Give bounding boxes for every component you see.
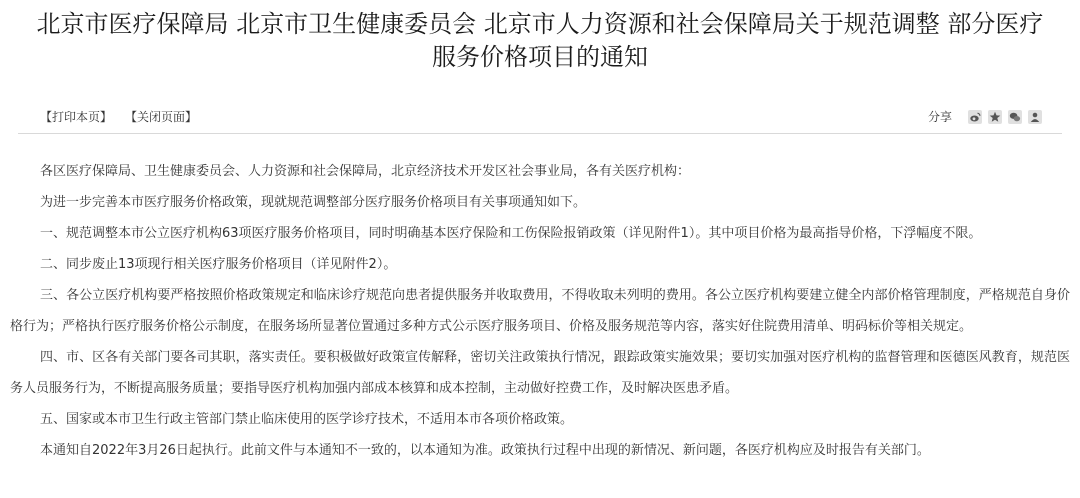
close-page-link[interactable]: 【关闭页面】 [125,110,198,124]
share-bar [928,107,1042,127]
qzone-icon[interactable] [988,110,1002,124]
body-paragraph-intro: 为进一步完善本市医疗服务价格政策，现就规范调整部分医疗服务价格项目有关事项通知如下。 [40,195,587,210]
body-paragraph-item-4: 四、市、区各有关部门要各司其职，落实责任。要积极做好政策宣传解释，密切关注政策执行情况，跟踪政策实施效果；要切实加强对医疗机构的监督管理和医德医风教育，规范医务人员服务行为，不断提高服务质量；要指导医疗机构加强内部成本核算和成本控制，主动做好控费工作，及时解决医患矛盾。 [10,350,1070,396]
article-toolbar [40,107,1042,127]
print-page-link[interactable]: 【打印本页】 [40,110,113,124]
weibo-icon[interactable] [968,110,982,124]
body-paragraph-effective-date: 本通知自2022年3月26日起执行。此前文件与本通知不一致的，以本通知为准。政策执行过程中出现的新情况、新问题，各医疗机构应及时报告有关部门。 [40,443,930,458]
page-title [0,8,1080,74]
share-label: 分享 [927,110,952,124]
page-title-line-1: 北京市医疗保障局 北京市卫生健康委员会 北京市人力资源和社会保障局关于规范调整 部分医疗 [36,10,1044,38]
article-body [10,156,1070,466]
body-paragraph-item-3: 三、各公立医疗机构要严格按照价格政策规定和临床诊疗规范向患者提供服务并收取费用，不得收取未列明的费用。各公立医疗机构要建立健全内部价格管理制度，严格规范自身价格行为；严格执行医疗服务价格公示制度，在服务场所显著位置通过多种方式公示医疗服务项目、价格及服务规范等内容，落实好住院费用清单、明码标价等相关规定。 [10,288,1070,334]
toolbar-divider [18,133,1062,134]
renren-icon[interactable] [1028,110,1042,124]
wechat-icon[interactable] [1008,110,1022,124]
body-paragraph-salutation: 各区医疗保障局、卫生健康委员会、人力资源和社会保障局，北京经济技术开发区社会事业局，各有关医疗机构： [40,164,691,179]
body-paragraph-item-5: 五、国家或本市卫生行政主管部门禁止临床使用的医学诊疗技术，不适用本市各项价格政策。 [40,412,574,427]
body-paragraph-item-1: 一、规范调整本市公立医疗机构63项医疗服务价格项目，同时明确基本医疗保险和工伤保险报销政策（详见附件1）。其中项目价格为最高指导价格，下浮幅度不限。 [40,226,982,241]
body-paragraph-item-2: 二、同步废止13项现行相关医疗服务价格项目（详见附件2）。 [40,257,397,272]
page-title-line-2: 服务价格项目的通知 [432,43,648,71]
